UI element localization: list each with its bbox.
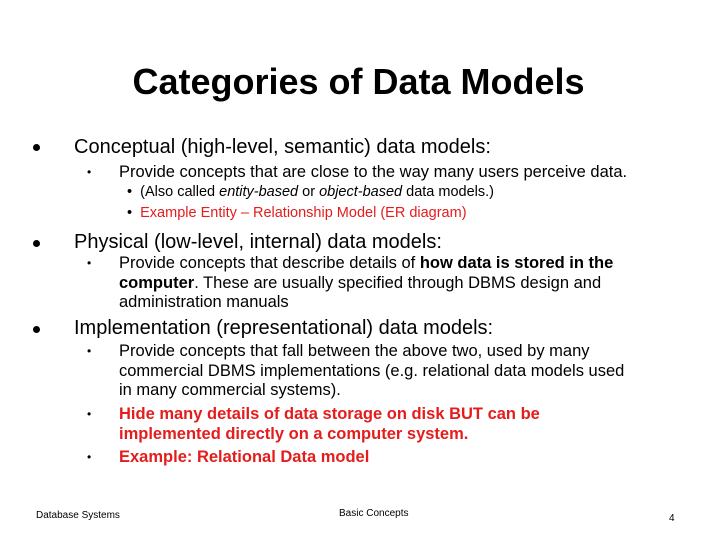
conceptual-description: Provide concepts that are close to the way many users perceive data.	[119, 163, 628, 181]
heading-physical: Physical (low-level, internal) data models:	[74, 231, 442, 253]
footer-left: Database Systems	[36, 510, 120, 521]
sub-bullet-dot: •	[87, 407, 92, 421]
sub-bullet-dot: •	[87, 450, 92, 464]
physical-description: Provide concepts that describe details of how data is stored in the computer. These are usually specified through DBMS design and administration manuals	[119, 254, 614, 311]
conceptual-note-aka: • (Also called entity-based or object-based data models.)	[127, 184, 494, 200]
sub-bullet-dot: •	[87, 256, 92, 270]
implementation-description: Provide concepts that fall between the above two, used by many commercial DBMS implementations (e.g. relational data models used in many commercial systems).	[119, 342, 625, 399]
conceptual-note-example	[127, 204, 467, 222]
bullet-dot	[33, 240, 40, 247]
bullet-dot	[33, 326, 40, 333]
subsub-bullet-dot: •	[127, 205, 141, 221]
entity-based-term: entity-based	[219, 184, 299, 200]
subsub-bullet-dot: •	[127, 184, 141, 200]
sub-bullet-dot: •	[87, 165, 92, 179]
sub-bullet-dot: •	[87, 344, 92, 358]
object-based-term: object-based	[319, 184, 403, 200]
heading-conceptual: Conceptual (high-level, semantic) data models:	[74, 136, 491, 158]
page-number: 4	[669, 513, 675, 524]
er-example-text: Example Entity – Relationship Model (ER diagram)	[140, 205, 467, 221]
bullet-dot	[33, 144, 40, 151]
heading-implementation: Implementation (representational) data models:	[74, 317, 494, 339]
footer-center: Basic Concepts	[339, 508, 409, 519]
relational-example-text: Example: Relational Data model	[119, 448, 370, 466]
slide-title: Categories of Data Models	[132, 61, 585, 102]
implementation-hide-details: Hide many details of data storage on disk BUT can be implemented directly on a computer system.	[119, 405, 540, 443]
